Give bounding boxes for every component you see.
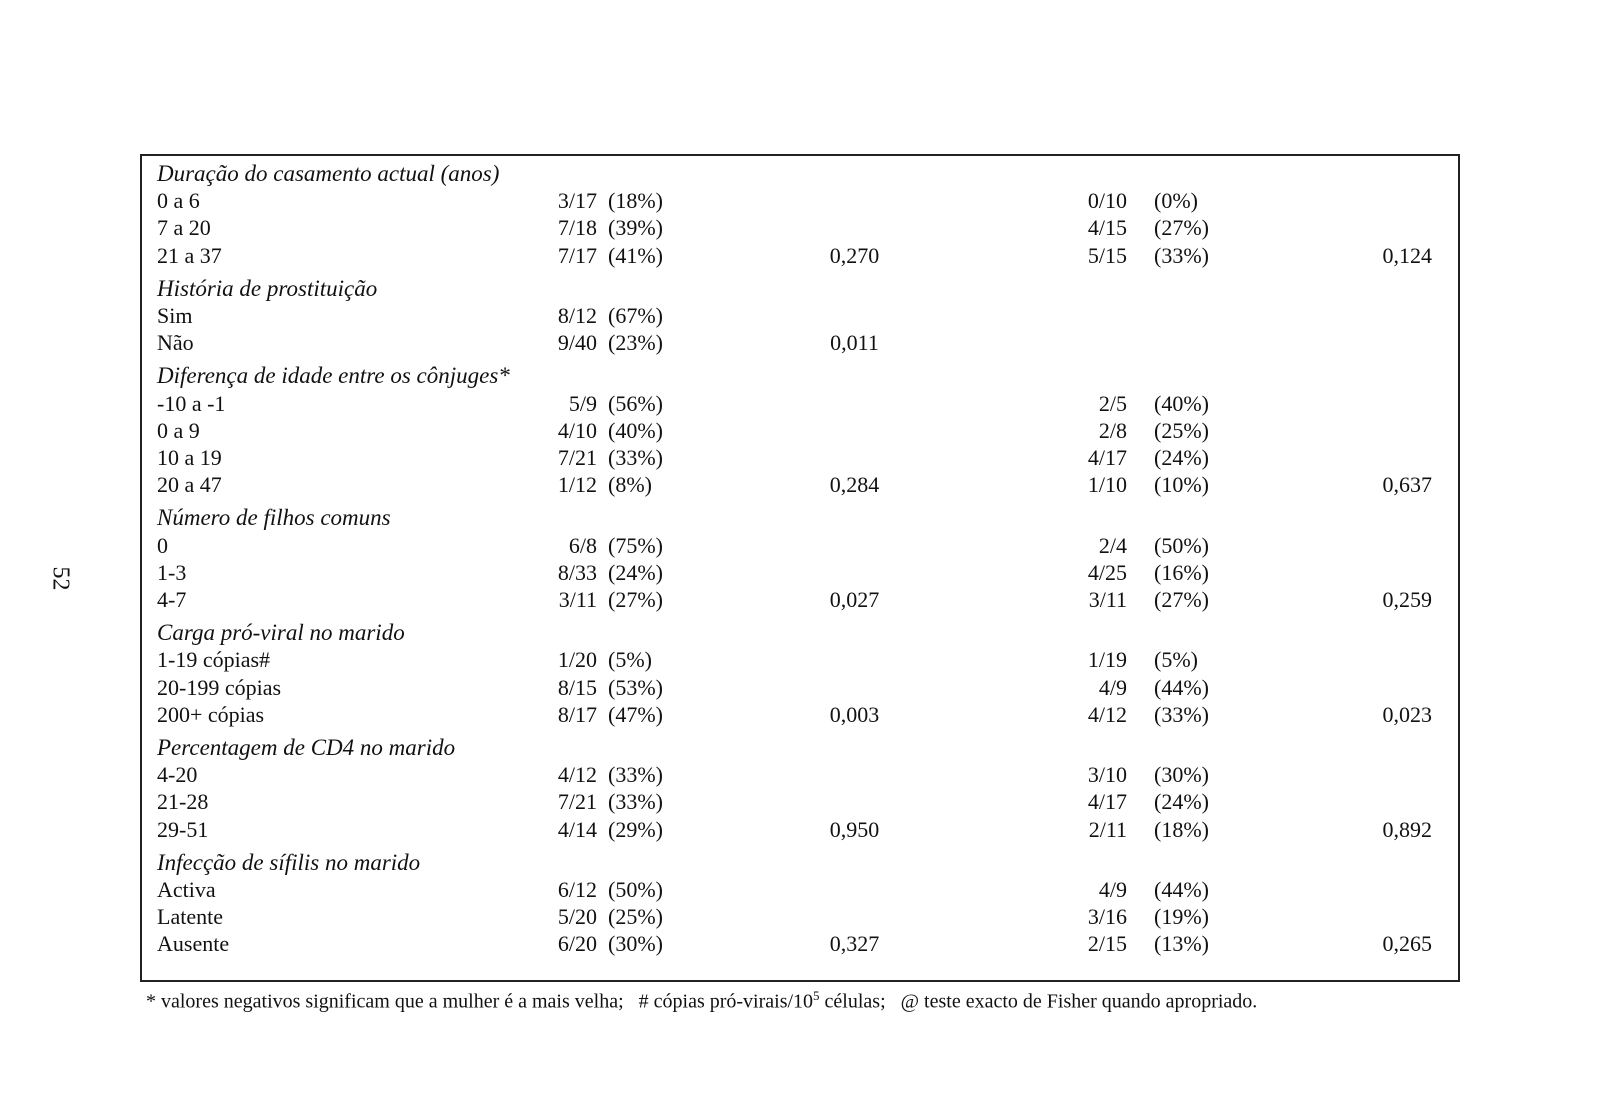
group1-count-cell: 8/15 xyxy=(557,674,597,700)
group2-percent-cell: (33%) xyxy=(1154,701,1209,727)
table-row xyxy=(142,788,1458,816)
group2-percent-cell: (33%) xyxy=(1154,242,1209,268)
group2-percent-cell: (24%) xyxy=(1154,445,1209,470)
row-label: Activa xyxy=(157,877,216,902)
group1-p-value-cell: 0,003 xyxy=(829,701,880,727)
section-header-row xyxy=(142,362,1458,390)
group1-p-value-cell: 0,270 xyxy=(829,242,880,268)
group2-count-cell: 4/17 xyxy=(1087,445,1127,470)
group1-percent-cell: (8%) xyxy=(608,472,652,498)
row-label: Latente xyxy=(157,904,223,930)
group2-count-cell: 4/25 xyxy=(1087,559,1127,585)
section-header-row xyxy=(142,504,1458,532)
row-label: -10 a -1 xyxy=(157,390,226,416)
group1-percent-cell: (75%) xyxy=(608,532,663,558)
group1-count-cell: 3/17 xyxy=(557,188,597,214)
group2-count-cell: 3/16 xyxy=(1087,904,1127,930)
group1-count-cell: 1/12 xyxy=(557,472,597,498)
group2-percent-cell: (18%) xyxy=(1154,816,1209,842)
group1-percent-cell: (56%) xyxy=(608,390,663,416)
group2-percent-cell: (10%) xyxy=(1154,472,1209,498)
group1-count-cell: 4/10 xyxy=(557,417,597,443)
group2-count-cell: 4/15 xyxy=(1087,215,1127,241)
group1-count-cell: 8/17 xyxy=(557,701,597,727)
table-row xyxy=(142,390,1458,418)
table-footnote xyxy=(146,988,1257,1014)
group2-count-cell: 2/15 xyxy=(1087,931,1127,957)
group1-percent-cell: (41%) xyxy=(608,242,663,268)
group1-p-value-cell: 0,284 xyxy=(829,472,880,498)
group2-count-cell: 4/17 xyxy=(1087,789,1127,815)
row-label: 21 a 37 xyxy=(157,242,222,268)
group2-count-cell: 3/11 xyxy=(1088,587,1127,612)
table-row xyxy=(142,646,1458,674)
group1-count-cell: 4/12 xyxy=(557,762,597,788)
row-label: 200+ cópias xyxy=(157,701,265,727)
row-label: 7 a 20 xyxy=(157,215,211,241)
group2-count-cell: 2/4 xyxy=(1098,532,1127,558)
group2-percent-cell: (24%) xyxy=(1154,789,1209,815)
group1-percent-cell: (53%) xyxy=(608,674,663,700)
row-label: Ausente xyxy=(157,931,230,957)
group2-percent-cell: (40%) xyxy=(1154,390,1209,416)
group1-percent-cell: (25%) xyxy=(608,904,663,930)
group2-p-value-cell: 0,265 xyxy=(1382,931,1432,957)
table-row xyxy=(142,761,1458,789)
group1-count-cell: 5/20 xyxy=(557,904,597,930)
group1-percent-cell: (18%) xyxy=(608,188,663,214)
footnote-proviral-copies: # cópias pró-virais/10 xyxy=(638,990,814,1013)
group1-count-cell: 9/40 xyxy=(557,330,597,356)
group2-p-value-cell: 0,892 xyxy=(1382,816,1432,842)
group1-percent-cell: (39%) xyxy=(608,215,663,241)
group2-count-cell: 2/8 xyxy=(1098,417,1127,443)
row-label: Não xyxy=(157,330,194,356)
table-row xyxy=(142,701,1458,729)
section-title: Número de filhos comuns xyxy=(157,505,391,531)
group1-p-value-cell: 0,950 xyxy=(829,816,880,842)
group2-count-cell: 1/19 xyxy=(1087,647,1127,673)
group2-percent-cell: (30%) xyxy=(1154,762,1209,788)
table-row xyxy=(142,214,1458,242)
page-number: 52 xyxy=(47,566,74,591)
group2-percent-cell: (5%) xyxy=(1154,647,1198,673)
group1-count-cell: 6/8 xyxy=(568,532,597,558)
group2-percent-cell: (13%) xyxy=(1154,931,1209,957)
section-title: Infecção de sífilis no marido xyxy=(157,849,421,875)
section-title: Diferença de idade entre os cônjuges* xyxy=(157,363,510,389)
group2-count-cell: 2/11 xyxy=(1088,816,1127,842)
group2-p-value-cell: 0,637 xyxy=(1382,472,1432,498)
group1-percent-cell: (47%) xyxy=(608,701,663,727)
group2-percent-cell: (0%) xyxy=(1154,188,1198,214)
group1-percent-cell: (67%) xyxy=(608,303,663,328)
group1-percent-cell: (5%) xyxy=(608,647,652,673)
group2-count-cell: 0/10 xyxy=(1087,188,1127,214)
group2-percent-cell: (44%) xyxy=(1154,674,1209,700)
row-label: Sim xyxy=(157,303,193,328)
group1-percent-cell: (40%) xyxy=(608,417,663,443)
group1-count-cell: 4/14 xyxy=(557,816,597,842)
group2-count-cell: 1/10 xyxy=(1087,472,1127,498)
section-header-row xyxy=(142,275,1458,303)
group1-percent-cell: (23%) xyxy=(608,330,663,356)
group1-count-cell: 7/21 xyxy=(557,445,597,470)
group1-percent-cell: (33%) xyxy=(608,789,663,815)
section-title: Duração do casamento actual (anos) xyxy=(157,161,500,186)
group1-percent-cell: (33%) xyxy=(608,445,663,470)
table-row xyxy=(142,471,1458,499)
group1-percent-cell: (24%) xyxy=(608,559,663,585)
footnote-cells: células; xyxy=(819,990,886,1013)
row-label: 20 a 47 xyxy=(157,472,222,498)
table-row xyxy=(142,417,1458,445)
footnote-fisher-test: @ teste exacto de Fisher quando apropriado. xyxy=(900,990,1258,1013)
table-row xyxy=(142,187,1458,215)
group2-percent-cell: (19%) xyxy=(1154,904,1209,930)
row-label: 4-20 xyxy=(157,762,198,788)
row-label: 0 a 9 xyxy=(157,417,200,443)
section-title: Percentagem de CD4 no marido xyxy=(157,735,456,760)
table-row xyxy=(142,532,1458,560)
table-row xyxy=(142,674,1458,702)
row-label: 20-199 cópias xyxy=(157,674,282,700)
group2-percent-cell: (27%) xyxy=(1154,215,1209,241)
row-label: 29-51 xyxy=(157,816,209,842)
group1-percent-cell: (30%) xyxy=(608,931,663,957)
row-label: 21-28 xyxy=(157,789,209,815)
row-label: 0 xyxy=(157,532,168,558)
row-label: 10 a 19 xyxy=(157,445,222,470)
row-label: 0 a 6 xyxy=(157,188,200,214)
data-table xyxy=(140,154,1460,982)
table-row xyxy=(142,559,1458,587)
group2-count-cell: 4/12 xyxy=(1087,701,1127,727)
group2-percent-cell: (50%) xyxy=(1154,532,1209,558)
group2-count-cell: 5/15 xyxy=(1087,242,1127,268)
row-label: 4-7 xyxy=(157,587,187,612)
group1-p-value-cell: 0,327 xyxy=(829,931,880,957)
group2-count-cell: 3/10 xyxy=(1087,762,1127,788)
table-row xyxy=(142,930,1458,958)
group1-p-value-cell: 0,027 xyxy=(829,587,880,612)
group2-percent-cell: (44%) xyxy=(1154,877,1209,902)
group1-count-cell: 7/21 xyxy=(557,789,597,815)
group1-count-cell: 6/12 xyxy=(557,877,597,902)
table-row xyxy=(142,816,1458,844)
footnote-negative-values: * valores negativos significam que a mulher é a mais velha; xyxy=(146,990,624,1013)
section-header-row xyxy=(142,160,1458,188)
group1-count-cell: 8/33 xyxy=(557,559,597,585)
table-row xyxy=(142,586,1458,614)
group2-count-cell: 4/9 xyxy=(1098,877,1127,902)
group2-percent-cell: (27%) xyxy=(1154,587,1209,612)
group1-count-cell: 3/11 xyxy=(558,587,597,612)
group1-percent-cell: (29%) xyxy=(608,816,663,842)
group1-percent-cell: (50%) xyxy=(608,877,663,902)
section-header-row xyxy=(142,619,1458,647)
group2-p-value-cell: 0,259 xyxy=(1382,587,1432,612)
table-row xyxy=(142,242,1458,270)
section-title: Carga pró-viral no marido xyxy=(157,620,405,646)
group1-count-cell: 1/20 xyxy=(557,647,597,673)
table-row xyxy=(142,876,1458,904)
table-row xyxy=(142,903,1458,931)
section-title: História de prostituição xyxy=(157,275,378,301)
group1-p-value-cell: 0,011 xyxy=(830,330,879,356)
row-label: 1-19 cópias# xyxy=(157,647,271,673)
group2-count-cell: 2/5 xyxy=(1098,390,1127,416)
group1-count-cell: 5/9 xyxy=(568,390,597,416)
group1-count-cell: 6/20 xyxy=(557,931,597,957)
table-row xyxy=(142,302,1458,330)
group1-percent-cell: (33%) xyxy=(608,762,663,788)
group2-count-cell: 4/9 xyxy=(1098,674,1127,700)
row-label: 1-3 xyxy=(157,559,187,585)
group1-count-cell: 7/18 xyxy=(557,215,597,241)
section-header-row xyxy=(142,849,1458,877)
group1-count-cell: 8/12 xyxy=(557,303,597,328)
group2-p-value-cell: 0,124 xyxy=(1382,242,1432,268)
table-row xyxy=(142,329,1458,357)
group1-percent-cell: (27%) xyxy=(608,587,663,612)
table-row xyxy=(142,444,1458,472)
footnote-exponent: 5 xyxy=(813,988,820,1003)
group2-percent-cell: (16%) xyxy=(1154,559,1209,585)
group1-count-cell: 7/17 xyxy=(557,242,597,268)
section-header-row xyxy=(142,734,1458,762)
group2-percent-cell: (25%) xyxy=(1154,417,1209,443)
group2-p-value-cell: 0,023 xyxy=(1382,701,1432,727)
